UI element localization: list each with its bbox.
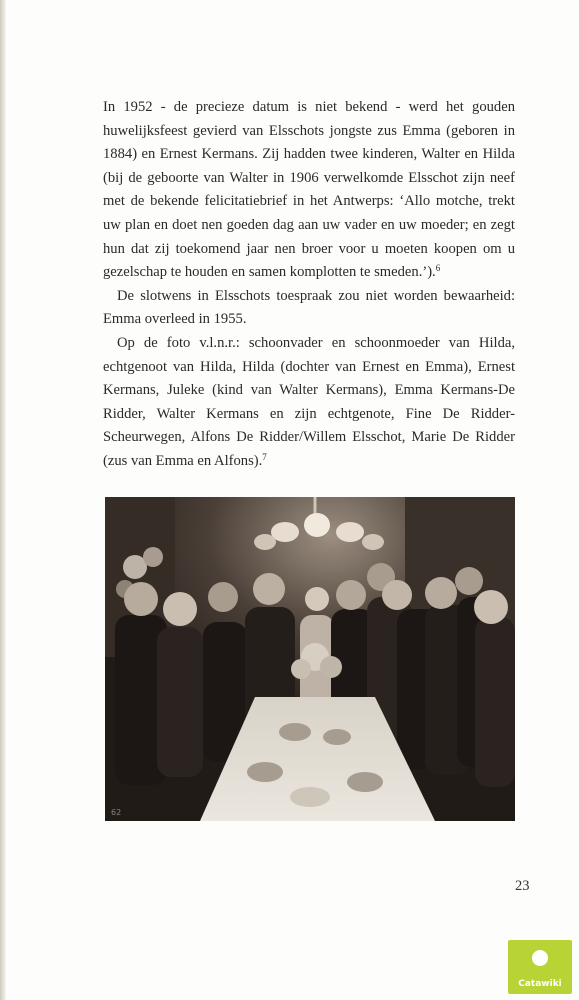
watermark-label: Catawiki	[518, 979, 562, 989]
footnote-ref-6: 6	[435, 263, 441, 274]
paragraph-2: De slotwens in Elsschots toespraak zou niet worden bewaarheid: Emma overleed in 1955.	[103, 287, 515, 328]
page-edge	[0, 0, 6, 1000]
page-number: 23	[515, 878, 530, 894]
catawiki-logo-icon	[532, 950, 548, 966]
paragraph-1: In 1952 - de precieze datum is niet bekend - werd het gouden huwelijksfeest gevierd van Elsschots jongste zus Emma (geboren in 1884) en Ernest Kermans. Zij hadden twee kinderen, Walter en Hilda (bij de geboorte van Walter in 1906 verwelkomde Elsschot zijn neef met de bekende felicitatiebrief in het Antwerps: ‘Allo motche, trekt uw plan en doet nen goeden dag aan uw vader en uw moeder; en zegt hun dat zij toekomend jaar nen broer voor u moeten koopen om u gezelschap te houden en samen komplotten te smeden.’).$^6$	[103, 99, 515, 281]
group-photo-illustration	[105, 497, 515, 821]
photo-print-mark: 62	[111, 808, 122, 817]
catawiki-watermark	[508, 940, 572, 994]
group-photo	[105, 497, 515, 821]
footnote-ref-7: 7	[262, 451, 267, 462]
body-text	[103, 96, 515, 474]
paragraph-3: Op de foto v.l.n.r.: schoonvader en schoonmoeder van Hilda, echtgenoot van Hilda, Hilda (dochter van Ernest en Emma), Ernest Kermans, Juleke (kind van Walter Kermans), Emma Kermans-De Ridder, Walter Kermans en zijn echtgenote, Fine De Ridder-Scheurwegen, Alfons De Ridder/Willem Elsschot, Marie De Ridder (zus van Emma en Alfons).$^7$	[103, 334, 515, 469]
